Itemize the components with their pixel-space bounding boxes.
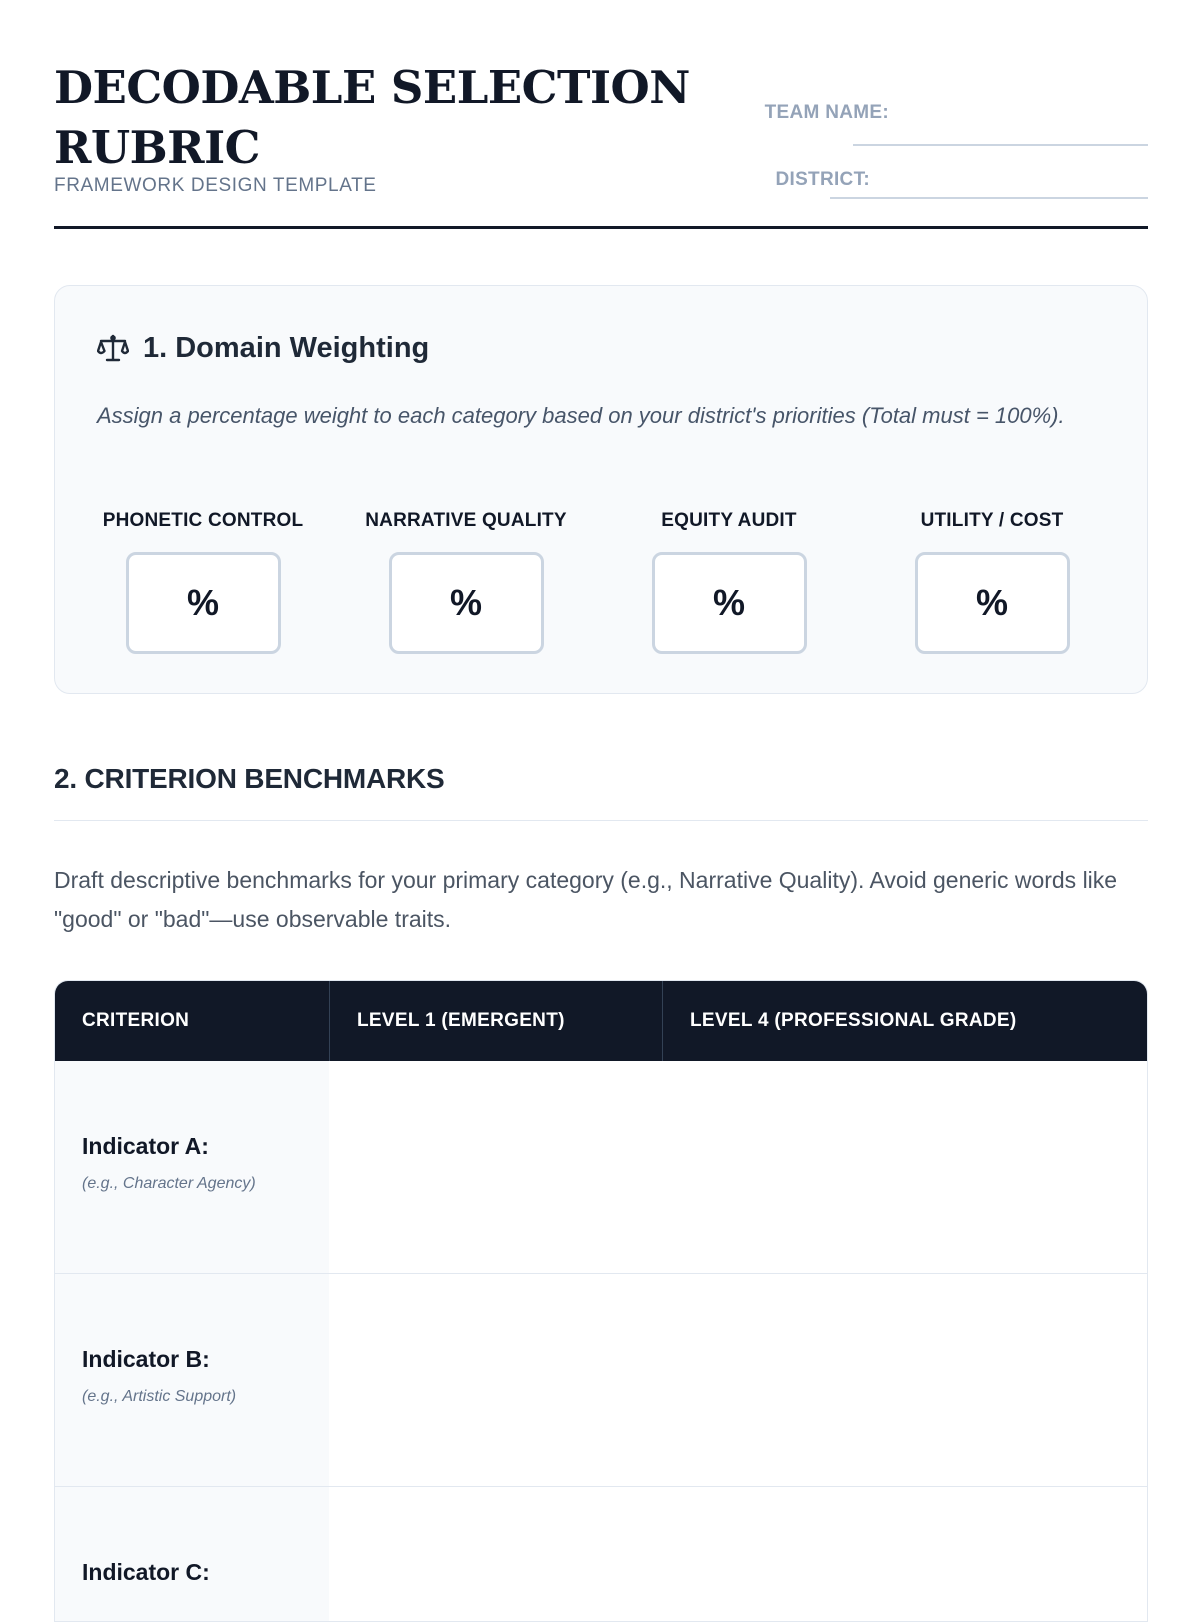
weight-input-box[interactable] <box>126 552 281 654</box>
criterion-benchmarks-title: 2. CRITERION BENCHMARKS <box>54 763 445 794</box>
scale-icon <box>97 333 129 363</box>
level-4-cell[interactable] <box>662 1061 1147 1273</box>
weight-inputs <box>97 506 1117 666</box>
criterion-example: (e.g., Character Agency) <box>82 1175 256 1192</box>
level-1-cell[interactable] <box>329 1061 662 1273</box>
criterion-cell <box>55 1061 329 1273</box>
domain-weighting-title: 1. Domain Weighting <box>143 331 430 364</box>
criterion-benchmarks-description: Draft descriptive benchmarks for your primary category (e.g., Narrative Quality). Avoid generic words like "good" or "bad"—use observable traits. <box>54 867 1118 932</box>
percent-sign: % <box>712 582 745 623</box>
district-field[interactable] <box>830 197 1148 199</box>
column-header-level-1: LEVEL 1 (EMERGENT) <box>329 981 662 1061</box>
benchmark-table <box>54 980 1148 1622</box>
page-subtitle: FRAMEWORK DESIGN TEMPLATE <box>54 175 377 196</box>
weight-label: UTILITY / COST <box>920 510 1064 531</box>
section-divider <box>54 820 1148 821</box>
criterion-name: Indicator B: <box>82 1346 210 1372</box>
weight-input-box[interactable] <box>652 552 807 654</box>
criterion-cell <box>55 1487 329 1622</box>
page-header <box>54 0 1148 230</box>
weight-input-box[interactable] <box>915 552 1070 654</box>
weight-input-box[interactable] <box>389 552 544 654</box>
level-1-cell[interactable] <box>329 1487 662 1622</box>
percent-sign: % <box>975 582 1008 623</box>
team-name-field[interactable] <box>853 144 1148 146</box>
weight-label: PHONETIC CONTROL <box>102 510 304 531</box>
criterion-name: Indicator A: <box>82 1133 209 1159</box>
column-header-criterion: CRITERION <box>82 1010 190 1031</box>
weight-label: EQUITY AUDIT <box>661 510 797 531</box>
team-name-label: TEAM NAME: <box>764 102 889 123</box>
weight-phonetic-control <box>83 506 323 654</box>
table-row <box>55 1487 1147 1622</box>
header-divider <box>54 226 1148 229</box>
table-row <box>55 1274 1147 1487</box>
percent-sign: % <box>186 582 219 623</box>
level-1-cell[interactable] <box>329 1274 662 1486</box>
domain-weighting-heading <box>97 328 429 368</box>
percent-sign: % <box>449 582 482 623</box>
weight-equity-audit <box>609 506 849 654</box>
criterion-cell <box>55 1274 329 1486</box>
weight-narrative-quality <box>346 506 586 654</box>
domain-weighting-description: Assign a percentage weight to each category based on your district's priorities (Total must = 100%). <box>97 403 1065 428</box>
table-row <box>55 1061 1147 1274</box>
weight-label: NARRATIVE QUALITY <box>365 510 567 531</box>
level-4-cell[interactable] <box>662 1487 1147 1622</box>
domain-weighting-card <box>54 285 1148 694</box>
column-header-level-4: LEVEL 4 (PROFESSIONAL GRADE) <box>662 981 1147 1061</box>
criterion-example: (e.g., Artistic Support) <box>82 1388 237 1405</box>
criterion-name: Indicator C: <box>82 1559 210 1585</box>
page-title: DECODABLE SELECTION RUBRIC <box>54 61 690 174</box>
weight-utility-cost <box>872 506 1112 654</box>
district-label: DISTRICT: <box>775 169 870 190</box>
table-header <box>55 981 1147 1061</box>
level-4-cell[interactable] <box>662 1274 1147 1486</box>
